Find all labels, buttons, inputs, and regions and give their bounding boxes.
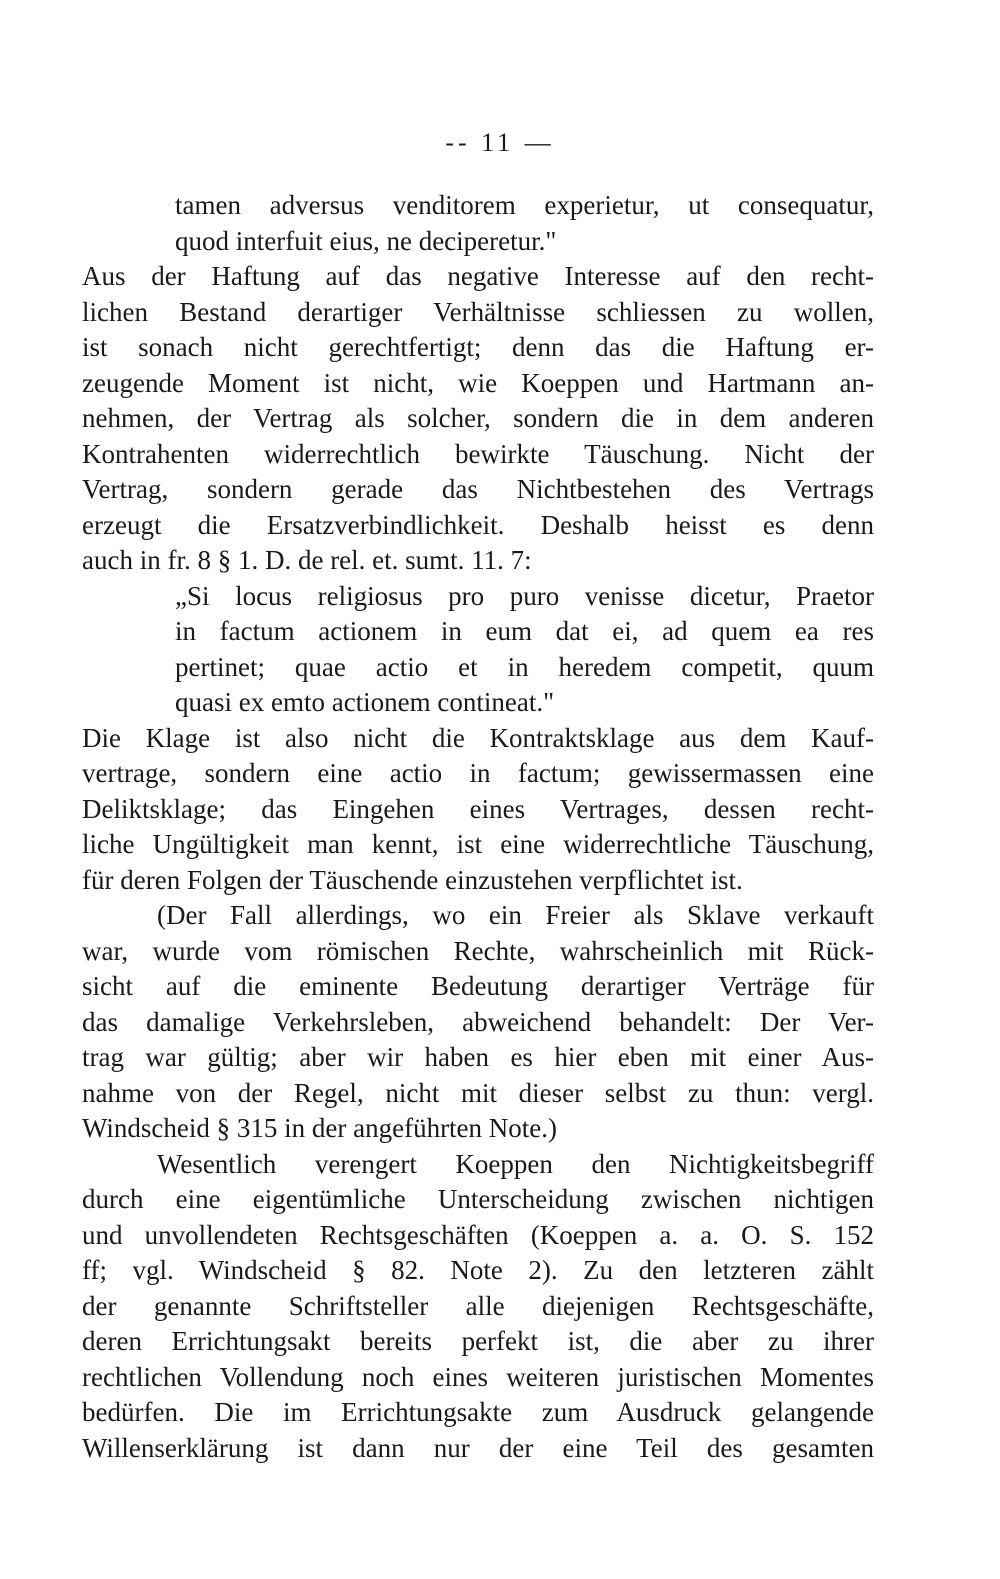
text-line: das damalige Verkehrsleben, abweichend behandelt: Der Ver- <box>82 1006 874 1037</box>
page-body <box>82 188 874 1466</box>
text-line: Willenserklärung ist dann nur der eine Teil des gesamten <box>82 1432 874 1463</box>
page-number: -- 11 — <box>445 128 555 157</box>
text-line: rechtlichen Vollendung noch eines weiteren juristischen Momentes <box>82 1361 874 1392</box>
text-line: lichen Bestand derartiger Verhältnisse schliessen zu wollen, <box>82 296 874 327</box>
text-line: in factum actionem in eum dat ei, ad quem ea res <box>175 616 874 646</box>
text-line: Aus der Haftung auf das negative Interesse auf den recht- <box>82 261 874 291</box>
text-line: zeugende Moment ist nicht, wie Koeppen und Hartmann an- <box>82 367 874 398</box>
text-line: (Der Fall allerdings, wo ein Freier als Sklave verkauft <box>157 900 874 930</box>
text-line: war, wurde vom römischen Rechte, wahrscheinlich mit Rück- <box>82 935 874 966</box>
text-line: ist sonach nicht gerechtfertigt; denn das die Haftung er- <box>82 332 874 362</box>
text-line: vertrage, sondern eine actio in factum; gewissermassen eine <box>82 758 874 788</box>
text-line: Wesentlich verengert Koeppen den Nichtigkeitsbegriff <box>157 1148 874 1179</box>
text-line: erzeugt die Ersatzverbindlichkeit. Deshalb heisst es denn <box>82 509 874 540</box>
text-line: Kontrahenten widerrechtlich bewirkte Täuschung. Nicht der <box>82 438 874 469</box>
text-line: für deren Folgen der Täuschende einzustehen verpflichtet ist. <box>82 864 743 895</box>
text-line: Die Klage ist also nicht die Kontraktsklage aus dem Kauf- <box>82 722 874 753</box>
text-line: Vertrag, sondern gerade das Nichtbestehen des Vertrags <box>82 474 874 504</box>
text-line: durch eine eigentümliche Unterscheidung zwischen nichtigen <box>82 1184 874 1214</box>
text-line: pertinet; quae actio et in heredem competit, quum <box>175 651 874 682</box>
text-line: deren Errichtungsakt bereits perfekt ist, die aber zu ihrer <box>82 1326 874 1356</box>
text-line: liche Ungültigkeit man kennt, ist eine widerrechtliche Täuschung, <box>82 829 874 859</box>
text-line: tamen adversus venditorem experietur, ut consequatur, <box>175 190 874 220</box>
text-line: nahme von der Regel, nicht mit dieser selbst zu thun: vergl. <box>82 1077 874 1108</box>
text-line: nehmen, der Vertrag als solcher, sondern die in dem anderen <box>82 403 874 433</box>
text-line: quasi ex emto actionem contineat." <box>175 687 555 717</box>
text-line: auch in fr. 8 § 1. D. de rel. et. sumt. 11. 7: <box>82 545 532 575</box>
text-line: Deliktsklage; das Eingehen eines Vertrages, dessen recht- <box>82 793 874 824</box>
text-line: sicht auf die eminente Bedeutung derartiger Verträge für <box>82 971 874 1001</box>
text-line: der genannte Schriftsteller alle diejenigen Rechtsgeschäfte, <box>82 1290 874 1321</box>
text-line: ff; vgl. Windscheid § 82. Note 2). Zu den letzteren zählt <box>82 1255 874 1285</box>
text-line: quod interfuit eius, ne deciperetur." <box>175 225 557 256</box>
text-line: „Si locus religiosus pro puro venisse dicetur, Praetor <box>175 580 874 611</box>
text-line: Windscheid § 315 in der angeführten Note.) <box>82 1113 558 1143</box>
text-line: und unvollendeten Rechtsgeschäften (Koeppen a. a. O. S. 152 <box>82 1219 874 1250</box>
text-line: bedürfen. Die im Errichtungsakte zum Ausdruck gelangende <box>82 1397 874 1427</box>
text-line: trag war gültig; aber wir haben es hier eben mit einer Aus- <box>82 1042 874 1072</box>
